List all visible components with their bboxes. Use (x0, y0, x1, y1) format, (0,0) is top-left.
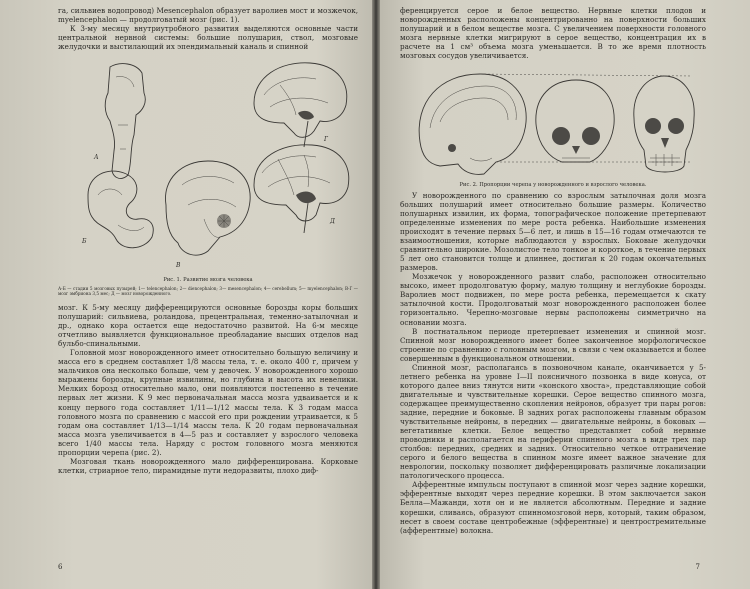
paragraph: Мозговая ткань новорожденного мало дифференцирована. Корковые клетки, стриарное тело, пирамидные пути недоразвиты, плохо диф- (58, 456, 358, 475)
paragraph: У новорожденного по сравнению со взрослым затылочная доля мозга больших полушарий имеет относительно большие размеры. Количество полушарных извилин, их форма, топографическое положение претерпевают определенные изменения по мере роста ребенка. Наибольшие изменения происходят в течение первых 5—6 лет, и лишь в 15—16 годам отмечаются те взаимоотношения, которые наблюдаются у взрослых. Боковые желудочки сравнительно широкие. Мозолистое тело тонкое и короткое, в течение первых 5 лет оно становится толще и длиннее, достигая к 20 годам окончательных размеров. (400, 190, 706, 273)
skull-proportions-figure (400, 62, 700, 180)
paragraph: Спинной мозг, располагаясь в позвоночном канале, оканчивается у 5-летнего ребенка на уровне I—II поясничного позвонка в виде конуса, от которого далее вниз тянутся нити «конского хвоста», представляющие собой двигательные и чувствительные корешки. Серое вещество спинного мозга, содержащее преимущественно скопления нейронов, образует три пары рогов: задние, передние и боковые. В задних рогах расположены главным образом чувствительные нейроны, в передних — двигательные нейроны, в боковых — вегетативные клетки. Белое вещество представляет собой нервные проводники и располагается на периферии спинного мозга в виде трех пар столбов: передних, средних и задних. Относительно четкое отграничение серого и белого вещества в спинном мозге имеет важное значение для неврологии, поскольку позволяет дифференцировать различные локализации патологического процесса. (400, 362, 706, 481)
svg-text:Д: Д (330, 218, 335, 226)
svg-text:Г: Г (324, 136, 328, 144)
svg-text:В: В (176, 262, 181, 270)
figure-caption: Рис. 1. Развитие мозга человека (163, 277, 253, 284)
book-spine (372, 0, 380, 589)
paragraph: В постнатальном периоде претерпевает изменения и спинной мозг. Спинной мозг новорожденного имеет более законченное морфологическое строение по сравнению с головным мозгом, в связи с чем оказывается и более совершенным в функциональном отношении. (400, 326, 706, 363)
page-number: 7 (695, 563, 700, 571)
page-number: 6 (58, 563, 63, 571)
paragraph: мозг. К 5-му месяцу дифференцируются основные борозды коры больших полушарий: сильвиева, роландова, прецентральная, теменно-затылочная и др., однако кора остается еще недостаточно развитой. На 6-м месяце отчетливо выявляется функциональное преобладание высших отделов над бульбо-спинальными. (58, 303, 358, 349)
paragraph: Афферентные импульсы поступают в спинной мозг через задние корешки, эфферентные выходят через передние корешки. В этом заключается закон Белла—Мажанди, хотя он и не является абсолютным. Передние и задние корешки, сливаясь, образуют спинномозговой нерв, который, таким образом, несет в своем составе центробежные (эфферентные) и центростремительные (афферентные) волокна. (400, 480, 706, 535)
svg-text:Б: Б (82, 238, 87, 246)
brain-development-figure (58, 55, 358, 275)
paragraph: Мозжечок у новорожденного развит слабо, расположен относительно высоко, имеет продолговатую форму, малую толщину и неглубокие борозды. Варолиев мост подвижен, по мере роста ребенка, перемещается к скату затылочной кости. Продолговатый мозг новорожденного расположен более горизонтально. Черепно-мозговые нервы расположены симметрично на основании мозга. (400, 272, 706, 327)
svg-text:А: А (94, 154, 99, 162)
paragraph: К 3-му месяцу внутриутробного развития выделяются основные части центральной нервной системы: большие полушария, ствол, мозговые желудочки и выстилающий их эпендимальный каналь и спинной (58, 24, 358, 52)
figure-legend: А-Б — стадии 5 мозговых пузырей; 1— telencephalon; 2— diencephalon; 3— mesencephalon; 4— cerebellum; 5— myelencephalon; В-Г — мозг эмбриона 3,5 мес; Д — мозг новорожденного. (58, 285, 358, 297)
paragraph: Головной мозг новорожденного имеет относительно большую величину и масса его в среднем составляет 1/8 массы тела, т. е. около 400 г, причем у мальчиков она несколько больше, чем у девочек. У новорожденного хорошо выражены борозды, крупные извилины, но глубина и высота их невелики. Мелких борозд относительно мало, они появляются постепенно в течение первых лет жизни. К 9 мес первоначальная масса мозга удваивается и к концу первого года составляет 1/11—1/12 массы тела. К 3 годам масса головного мозга по сравнению с массой его при рождении утраивается, к 5 годам она составляет 1/13—1/14 массы тела. К 20 годам первоначальная масса мозга увеличивается в 4—5 раз и составляет у взрослого человека всего 1/40 массы тела. Наряду с ростом головного мозга меняются пропорции черепа (рис. 2). (58, 348, 358, 457)
left-page (0, 0, 372, 589)
figure-caption: Рис. 2. Пропорции черепа у новорожденного и взрослого человека. (459, 182, 647, 189)
paragraph: га, сильвиев водопровод) Mesencephalon образует варолиев мост и мозжечок, myelencephalon — продолговатый мозг (рис. 1). (58, 6, 358, 25)
paragraph: ференцируется серое и белое вещество. Нервные клетки плодов и новорожденных расположены концентрированно на поверхности больших полушарий и в белом веществе мозга. С увеличением поверхности головного мозга нервные клетки мигрируют в серое вещество, концентрация их в расчете на 1 см³ объема мозга уменьшается. В то же время плотность мозговых сосудов увеличивается. (400, 6, 706, 61)
right-page (380, 0, 750, 589)
